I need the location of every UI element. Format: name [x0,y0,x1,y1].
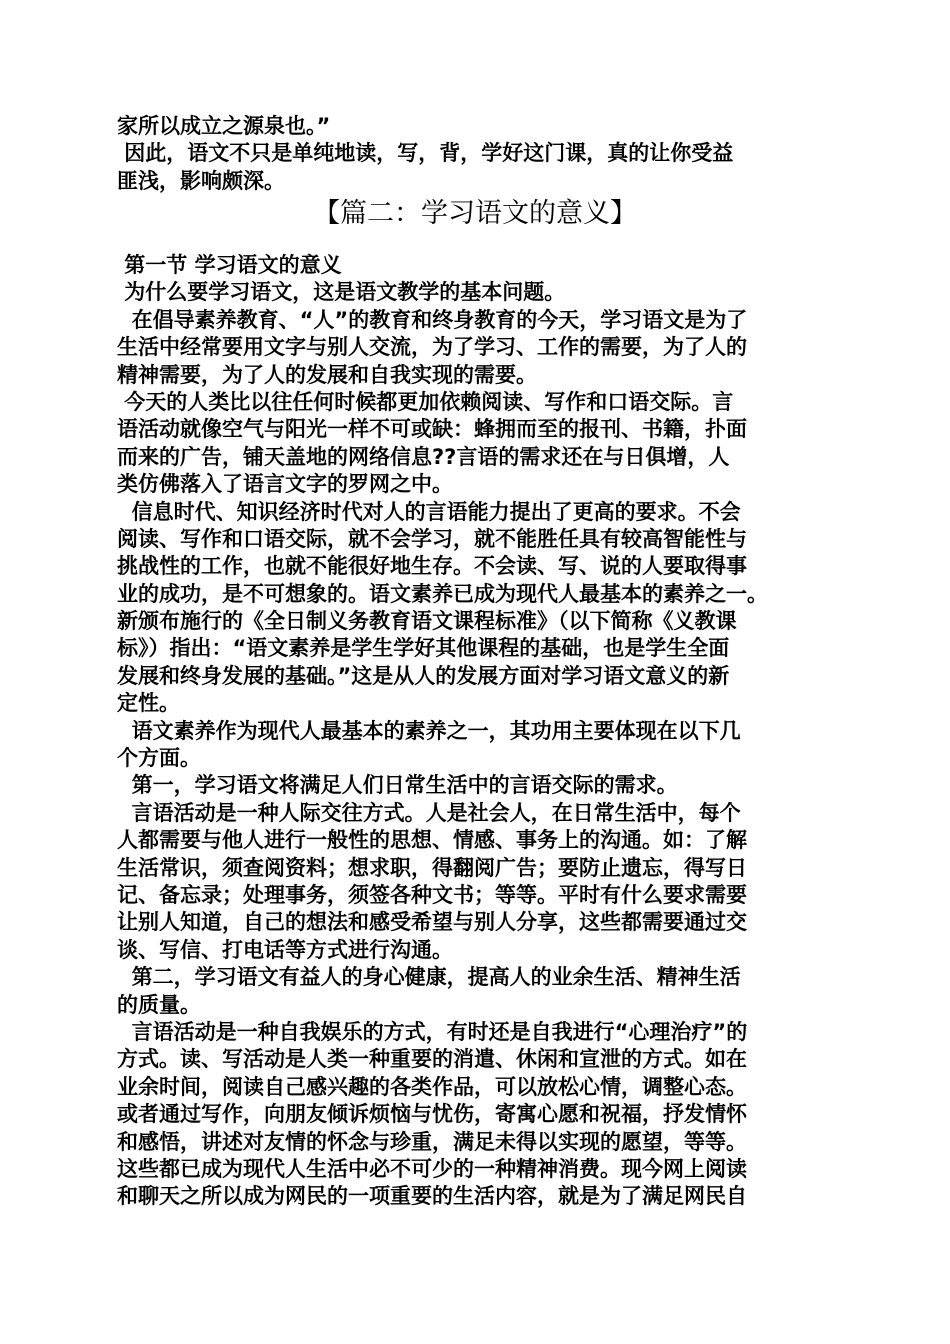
text-line: 因此，语文不只是单纯地读，写，背，学好这门课，真的让你受益 [117,141,734,166]
text-line: 语文素养作为现代人最基本的素养之一，其功用主要体现在以下几 [117,718,741,743]
text-line: 这些都已成为现代人生活中必不可少的一种精神消费。现今网上阅读 [117,1156,747,1181]
text-line: 阅读、写作和口语交际，就不会学习，就不能胜任具有较高智能性与 [117,526,747,551]
body-text [117,252,852,1211]
text-line: 言语活动是一种人际交往方式。人是社会人，在日常生活中，每个 [117,800,741,825]
text-line: 生活常识，须查阅资料；想求职，得翻阅广告；要防止遗忘，得写日 [117,855,747,880]
text-line: 今天的人类比以往任何时候都更加依赖阅读、写作和口语交际。言 [117,389,734,414]
text-line: 和感悟，讲述对友情的怀念与珍重，满足未得以实现的愿望，等等。 [117,1129,747,1154]
text-line: 新颁布施行的《全日制义务教育语文课程标准》（以下简称《义教课 [117,609,737,634]
text-line: 方式。读、写活动是人类一种重要的消遣、休闲和宣泄的方式。如在 [117,1047,747,1072]
text-line: 标》）指出：“语文素养是学生学好其他课程的基础，也是学生全面 [117,636,730,661]
text-line: 家所以成立之源泉也。” [117,114,331,138]
text-line: 或者通过写作，向朋友倾诉烦恼与忧伤，寄寓心愿和祝福，抒发情怀 [117,1102,747,1127]
text-line: 发展和终身发展的基础。”这是从人的发展方面对学习语文意义的新 [117,663,730,688]
text-line: 生活中经常要用文字与别人交流，为了学习、工作的需要，为了人的 [117,335,747,360]
text-line: 信息时代、知识经济时代对人的言语能力提出了更高的要求。不会 [117,499,741,524]
text-line: 挑战性的工作，也就不能很好地生存。不会读、写、说的人要取得事 [117,554,747,579]
text-line: 和聊天之所以成为网民的一项重要的生活内容，就是为了满足网民自 [117,1184,747,1209]
text-line: 匪浅，影响颇深。 [117,168,285,193]
text-line: 而来的广告，铺天盖地的网络信息??言语的需求还在与日俱增，人 [117,444,730,469]
text-line: 第二，学习语文有益人的身心健康，提高人的业余生活、精神生活 [117,965,741,990]
text-line: 第一，学习语文将满足人们日常生活中的言语交际的需求。 [117,773,678,798]
text-line: 定性。 [117,691,180,716]
text-line: 言语活动是一种自我娱乐的方式，有时还是自我进行“心理治疗”的 [117,1019,748,1044]
intro-paragraph [117,113,852,195]
section-heading: 【篇二：学习语文的意义】 [313,198,637,229]
text-line: 业余时间，阅读自己感兴趣的各类作品，可以放松心情，调整心态。 [117,1074,747,1099]
text-line: 业的成功，是不可想象的。语文素养已成为现代人最基本的素养之一。 [117,581,768,606]
text-line: 精神需要，为了人的发展和自我实现的需要。 [117,362,537,387]
text-line: 让别人知道，自己的想法和感受希望与别人分享，这些都需要通过交 [117,910,747,935]
text-line: 在倡导素养教育、“人”的教育和终身教育的今天，学习语文是为了 [117,307,748,332]
text-line: 谈、写信、打电话等方式进行沟通。 [117,937,453,962]
text-line: 第一节 学习语文的意义 [117,253,342,277]
text-line: 记、备忘录；处理事务，须签各种文书；等等。平时有什么要求需要 [117,882,747,907]
text-line: 为什么要学习语文，这是语文教学的基本问题。 [117,280,566,305]
text-line: 类仿佛落入了语言文字的罗网之中。 [117,472,453,497]
text-line: 个方面。 [117,746,201,771]
text-line: 的质量。 [117,992,201,1017]
text-line: 人都需要与他人进行一般性的思想、情感、事务上的沟通。如：了解 [117,828,747,853]
text-line: 语活动就像空气与阳光一样不可或缺：蜂拥而至的报刊、书籍，扑面 [117,417,747,442]
